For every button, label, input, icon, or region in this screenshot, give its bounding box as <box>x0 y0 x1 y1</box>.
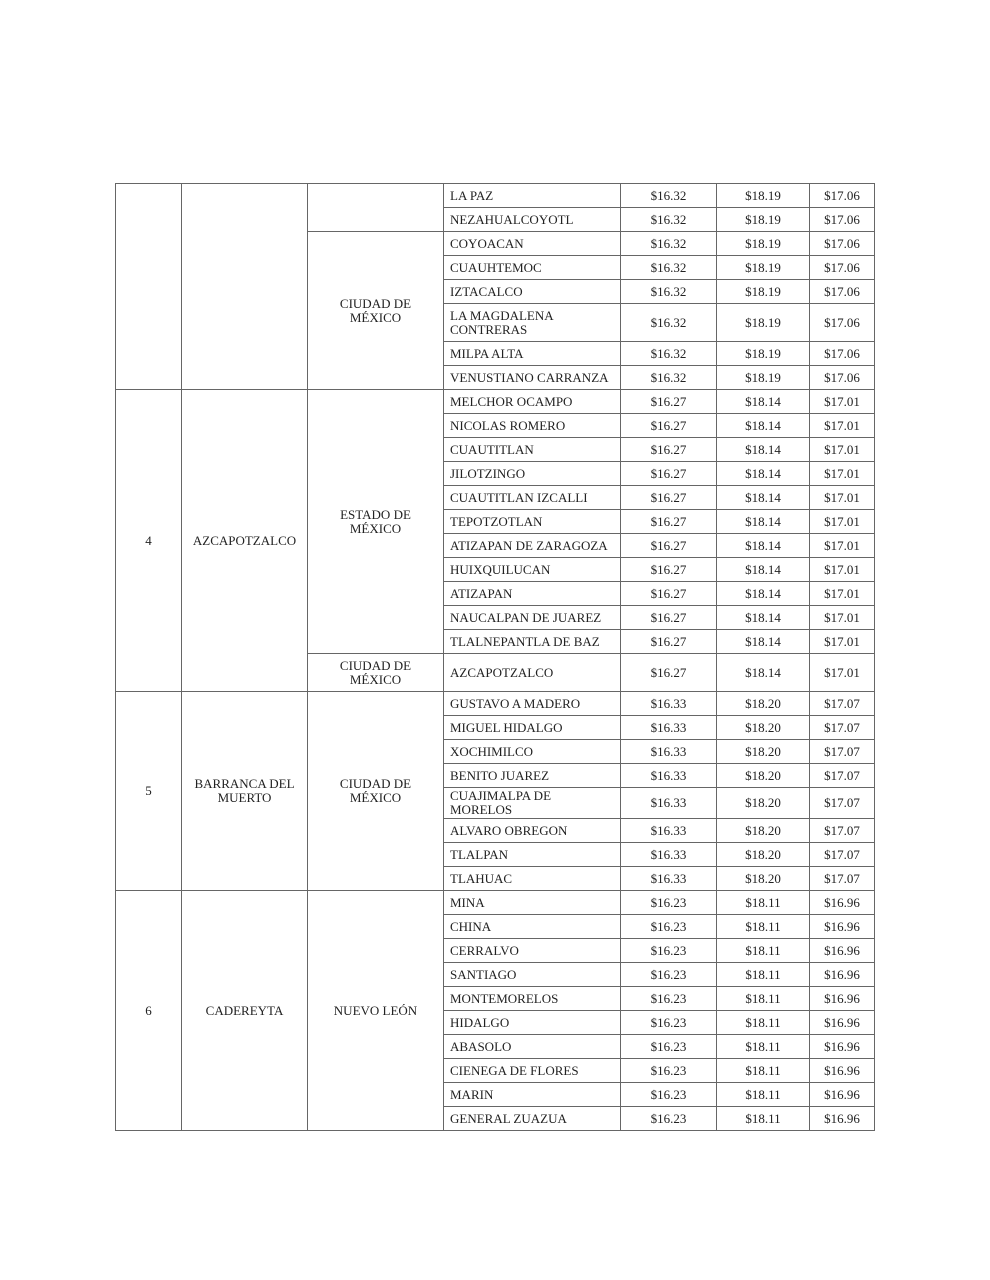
municipality-cell: ATIZAPAN DE ZARAGOZA <box>444 534 621 558</box>
price-cell-1: $16.27 <box>621 534 717 558</box>
price-cell-3: $17.01 <box>810 486 875 510</box>
municipality-cell: TLALNEPANTLA DE BAZ <box>444 630 621 654</box>
price-cell-1: $16.27 <box>621 654 717 692</box>
price-cell-3: $17.01 <box>810 654 875 692</box>
price-cell-3: $17.01 <box>810 510 875 534</box>
municipality-cell: HIDALGO <box>444 1011 621 1035</box>
price-cell-1: $16.23 <box>621 1107 717 1131</box>
price-cell-1: $16.27 <box>621 438 717 462</box>
price-cell-3: $17.01 <box>810 414 875 438</box>
municipality-cell: CUAUTITLAN <box>444 438 621 462</box>
price-cell-1: $16.27 <box>621 630 717 654</box>
municipality-cell: ALVARO OBREGON <box>444 819 621 843</box>
municipality-cell: CHINA <box>444 915 621 939</box>
price-cell-2: $18.19 <box>717 304 810 342</box>
municipality-cell: COYOACAN <box>444 232 621 256</box>
price-cell-2: $18.14 <box>717 486 810 510</box>
price-cell-2: $18.11 <box>717 1083 810 1107</box>
price-cell-1: $16.27 <box>621 558 717 582</box>
price-cell-2: $18.11 <box>717 1107 810 1131</box>
price-cell-2: $18.19 <box>717 256 810 280</box>
table-row <box>116 184 875 208</box>
price-cell-1: $16.33 <box>621 716 717 740</box>
price-cell-3: $17.01 <box>810 438 875 462</box>
municipality-cell: SANTIAGO <box>444 963 621 987</box>
price-cell-1: $16.23 <box>621 1059 717 1083</box>
price-cell-2: $18.14 <box>717 558 810 582</box>
table-row <box>116 692 875 716</box>
price-cell-3: $16.96 <box>810 1107 875 1131</box>
state-cell: CIUDAD DE MÉXICO <box>308 232 444 390</box>
municipality-cell: HUIXQUILUCAN <box>444 558 621 582</box>
municipality-cell: TLAHUAC <box>444 867 621 891</box>
price-cell-2: $18.11 <box>717 939 810 963</box>
price-cell-3: $16.96 <box>810 1059 875 1083</box>
price-cell-3: $17.07 <box>810 740 875 764</box>
price-cell-2: $18.20 <box>717 764 810 788</box>
price-cell-2: $18.20 <box>717 692 810 716</box>
price-cell-3: $17.07 <box>810 692 875 716</box>
price-cell-2: $18.11 <box>717 1035 810 1059</box>
price-cell-1: $16.32 <box>621 366 717 390</box>
price-cell-1: $16.27 <box>621 606 717 630</box>
price-cell-3: $17.07 <box>810 867 875 891</box>
municipality-cell: NAUCALPAN DE JUAREZ <box>444 606 621 630</box>
price-cell-3: $17.07 <box>810 843 875 867</box>
price-cell-2: $18.14 <box>717 582 810 606</box>
price-cell-1: $16.32 <box>621 184 717 208</box>
municipality-cell: CUAJIMALPA DE MORELOS <box>444 788 621 819</box>
price-cell-1: $16.32 <box>621 304 717 342</box>
price-cell-3: $17.06 <box>810 232 875 256</box>
price-cell-2: $18.14 <box>717 414 810 438</box>
price-cell-2: $18.20 <box>717 788 810 819</box>
municipality-cell: IZTACALCO <box>444 280 621 304</box>
price-cell-2: $18.20 <box>717 819 810 843</box>
state-cell: CIUDAD DE MÉXICO <box>308 654 444 692</box>
price-cell-3: $17.06 <box>810 208 875 232</box>
price-cell-2: $18.11 <box>717 891 810 915</box>
municipality-cell: JILOTZINGO <box>444 462 621 486</box>
price-cell-2: $18.20 <box>717 716 810 740</box>
price-cell-3: $17.07 <box>810 764 875 788</box>
price-cell-3: $17.01 <box>810 390 875 414</box>
price-cell-1: $16.33 <box>621 788 717 819</box>
price-cell-2: $18.19 <box>717 342 810 366</box>
price-cell-1: $16.32 <box>621 208 717 232</box>
municipality-cell: NEZAHUALCOYOTL <box>444 208 621 232</box>
municipality-cell: ATIZAPAN <box>444 582 621 606</box>
price-cell-1: $16.27 <box>621 390 717 414</box>
price-cell-2: $18.14 <box>717 654 810 692</box>
municipality-cell: MINA <box>444 891 621 915</box>
price-cell-1: $16.23 <box>621 963 717 987</box>
price-cell-1: $16.32 <box>621 256 717 280</box>
municipality-cell: AZCAPOTZALCO <box>444 654 621 692</box>
state-cell: ESTADO DE MÉXICO <box>308 390 444 654</box>
price-cell-2: $18.14 <box>717 438 810 462</box>
price-cell-3: $17.06 <box>810 304 875 342</box>
price-cell-1: $16.23 <box>621 891 717 915</box>
price-cell-1: $16.32 <box>621 280 717 304</box>
municipality-cell: GUSTAVO A MADERO <box>444 692 621 716</box>
price-cell-3: $17.01 <box>810 462 875 486</box>
price-cell-2: $18.11 <box>717 987 810 1011</box>
municipality-cell: MARIN <box>444 1083 621 1107</box>
price-cell-2: $18.19 <box>717 232 810 256</box>
price-cell-3: $17.07 <box>810 788 875 819</box>
municipality-cell: MILPA ALTA <box>444 342 621 366</box>
price-cell-3: $17.06 <box>810 280 875 304</box>
price-cell-2: $18.11 <box>717 963 810 987</box>
price-cell-1: $16.33 <box>621 819 717 843</box>
price-cell-2: $18.14 <box>717 462 810 486</box>
municipality-cell: CIENEGA DE FLORES <box>444 1059 621 1083</box>
price-cell-3: $17.06 <box>810 256 875 280</box>
price-cell-3: $16.96 <box>810 987 875 1011</box>
price-cell-1: $16.32 <box>621 232 717 256</box>
price-cell-2: $18.20 <box>717 843 810 867</box>
price-cell-1: $16.33 <box>621 692 717 716</box>
section-number-cell: 5 <box>116 692 182 891</box>
section-name-cell <box>182 184 308 390</box>
municipality-cell: TEPOTZOTLAN <box>444 510 621 534</box>
municipality-cell: ABASOLO <box>444 1035 621 1059</box>
price-cell-3: $16.96 <box>810 1035 875 1059</box>
price-cell-3: $17.07 <box>810 819 875 843</box>
price-cell-3: $17.06 <box>810 184 875 208</box>
price-cell-1: $16.23 <box>621 987 717 1011</box>
price-cell-3: $16.96 <box>810 939 875 963</box>
price-cell-2: $18.11 <box>717 1059 810 1083</box>
price-cell-1: $16.23 <box>621 939 717 963</box>
price-cell-1: $16.23 <box>621 1083 717 1107</box>
price-cell-2: $18.14 <box>717 630 810 654</box>
price-cell-2: $18.14 <box>717 534 810 558</box>
price-cell-1: $16.33 <box>621 867 717 891</box>
price-cell-1: $16.32 <box>621 342 717 366</box>
municipality-cell: MIGUEL HIDALGO <box>444 716 621 740</box>
price-cell-2: $18.14 <box>717 510 810 534</box>
municipality-cell: XOCHIMILCO <box>444 740 621 764</box>
price-cell-3: $16.96 <box>810 1011 875 1035</box>
section-name-cell: CADEREYTA <box>182 891 308 1131</box>
price-cell-1: $16.27 <box>621 486 717 510</box>
municipality-cell: CERRALVO <box>444 939 621 963</box>
price-cell-2: $18.20 <box>717 867 810 891</box>
table-row <box>116 390 875 414</box>
price-cell-3: $16.96 <box>810 915 875 939</box>
price-cell-1: $16.23 <box>621 1011 717 1035</box>
price-cell-3: $16.96 <box>810 963 875 987</box>
municipality-cell: CUAUTITLAN IZCALLI <box>444 486 621 510</box>
price-cell-3: $17.01 <box>810 582 875 606</box>
price-cell-3: $17.06 <box>810 342 875 366</box>
price-cell-2: $18.19 <box>717 184 810 208</box>
price-cell-3: $17.01 <box>810 630 875 654</box>
price-cell-2: $18.19 <box>717 208 810 232</box>
municipality-cell: LA MAGDALENA CONTRERAS <box>444 304 621 342</box>
price-cell-2: $18.14 <box>717 390 810 414</box>
price-table <box>115 183 875 1131</box>
municipality-cell: MELCHOR OCAMPO <box>444 390 621 414</box>
price-cell-3: $16.96 <box>810 891 875 915</box>
price-cell-1: $16.33 <box>621 740 717 764</box>
price-cell-2: $18.11 <box>717 1011 810 1035</box>
price-cell-3: $17.06 <box>810 366 875 390</box>
municipality-cell: VENUSTIANO CARRANZA <box>444 366 621 390</box>
price-cell-1: $16.27 <box>621 582 717 606</box>
price-cell-2: $18.20 <box>717 740 810 764</box>
state-cell: NUEVO LEÓN <box>308 891 444 1131</box>
price-cell-1: $16.33 <box>621 764 717 788</box>
price-cell-1: $16.27 <box>621 510 717 534</box>
section-name-cell: AZCAPOTZALCO <box>182 390 308 692</box>
section-number-cell <box>116 184 182 390</box>
price-cell-1: $16.27 <box>621 462 717 486</box>
municipality-cell: MONTEMORELOS <box>444 987 621 1011</box>
price-cell-2: $18.14 <box>717 606 810 630</box>
price-cell-3: $17.01 <box>810 558 875 582</box>
price-cell-3: $16.96 <box>810 1083 875 1107</box>
price-cell-1: $16.33 <box>621 843 717 867</box>
section-number-cell: 6 <box>116 891 182 1131</box>
price-cell-1: $16.23 <box>621 915 717 939</box>
price-cell-2: $18.19 <box>717 280 810 304</box>
state-cell: CIUDAD DE MÉXICO <box>308 692 444 891</box>
price-cell-2: $18.19 <box>717 366 810 390</box>
section-number-cell: 4 <box>116 390 182 692</box>
municipality-cell: GENERAL ZUAZUA <box>444 1107 621 1131</box>
municipality-cell: BENITO JUAREZ <box>444 764 621 788</box>
price-cell-2: $18.11 <box>717 915 810 939</box>
municipality-cell: CUAUHTEMOC <box>444 256 621 280</box>
price-cell-3: $17.01 <box>810 534 875 558</box>
price-cell-3: $17.01 <box>810 606 875 630</box>
price-cell-1: $16.23 <box>621 1035 717 1059</box>
section-name-cell: BARRANCA DEL MUERTO <box>182 692 308 891</box>
price-cell-1: $16.27 <box>621 414 717 438</box>
table-body <box>116 184 875 1131</box>
table-row <box>116 891 875 915</box>
municipality-cell: LA PAZ <box>444 184 621 208</box>
municipality-cell: TLALPAN <box>444 843 621 867</box>
price-cell-3: $17.07 <box>810 716 875 740</box>
municipality-cell: NICOLAS ROMERO <box>444 414 621 438</box>
state-cell <box>308 184 444 232</box>
